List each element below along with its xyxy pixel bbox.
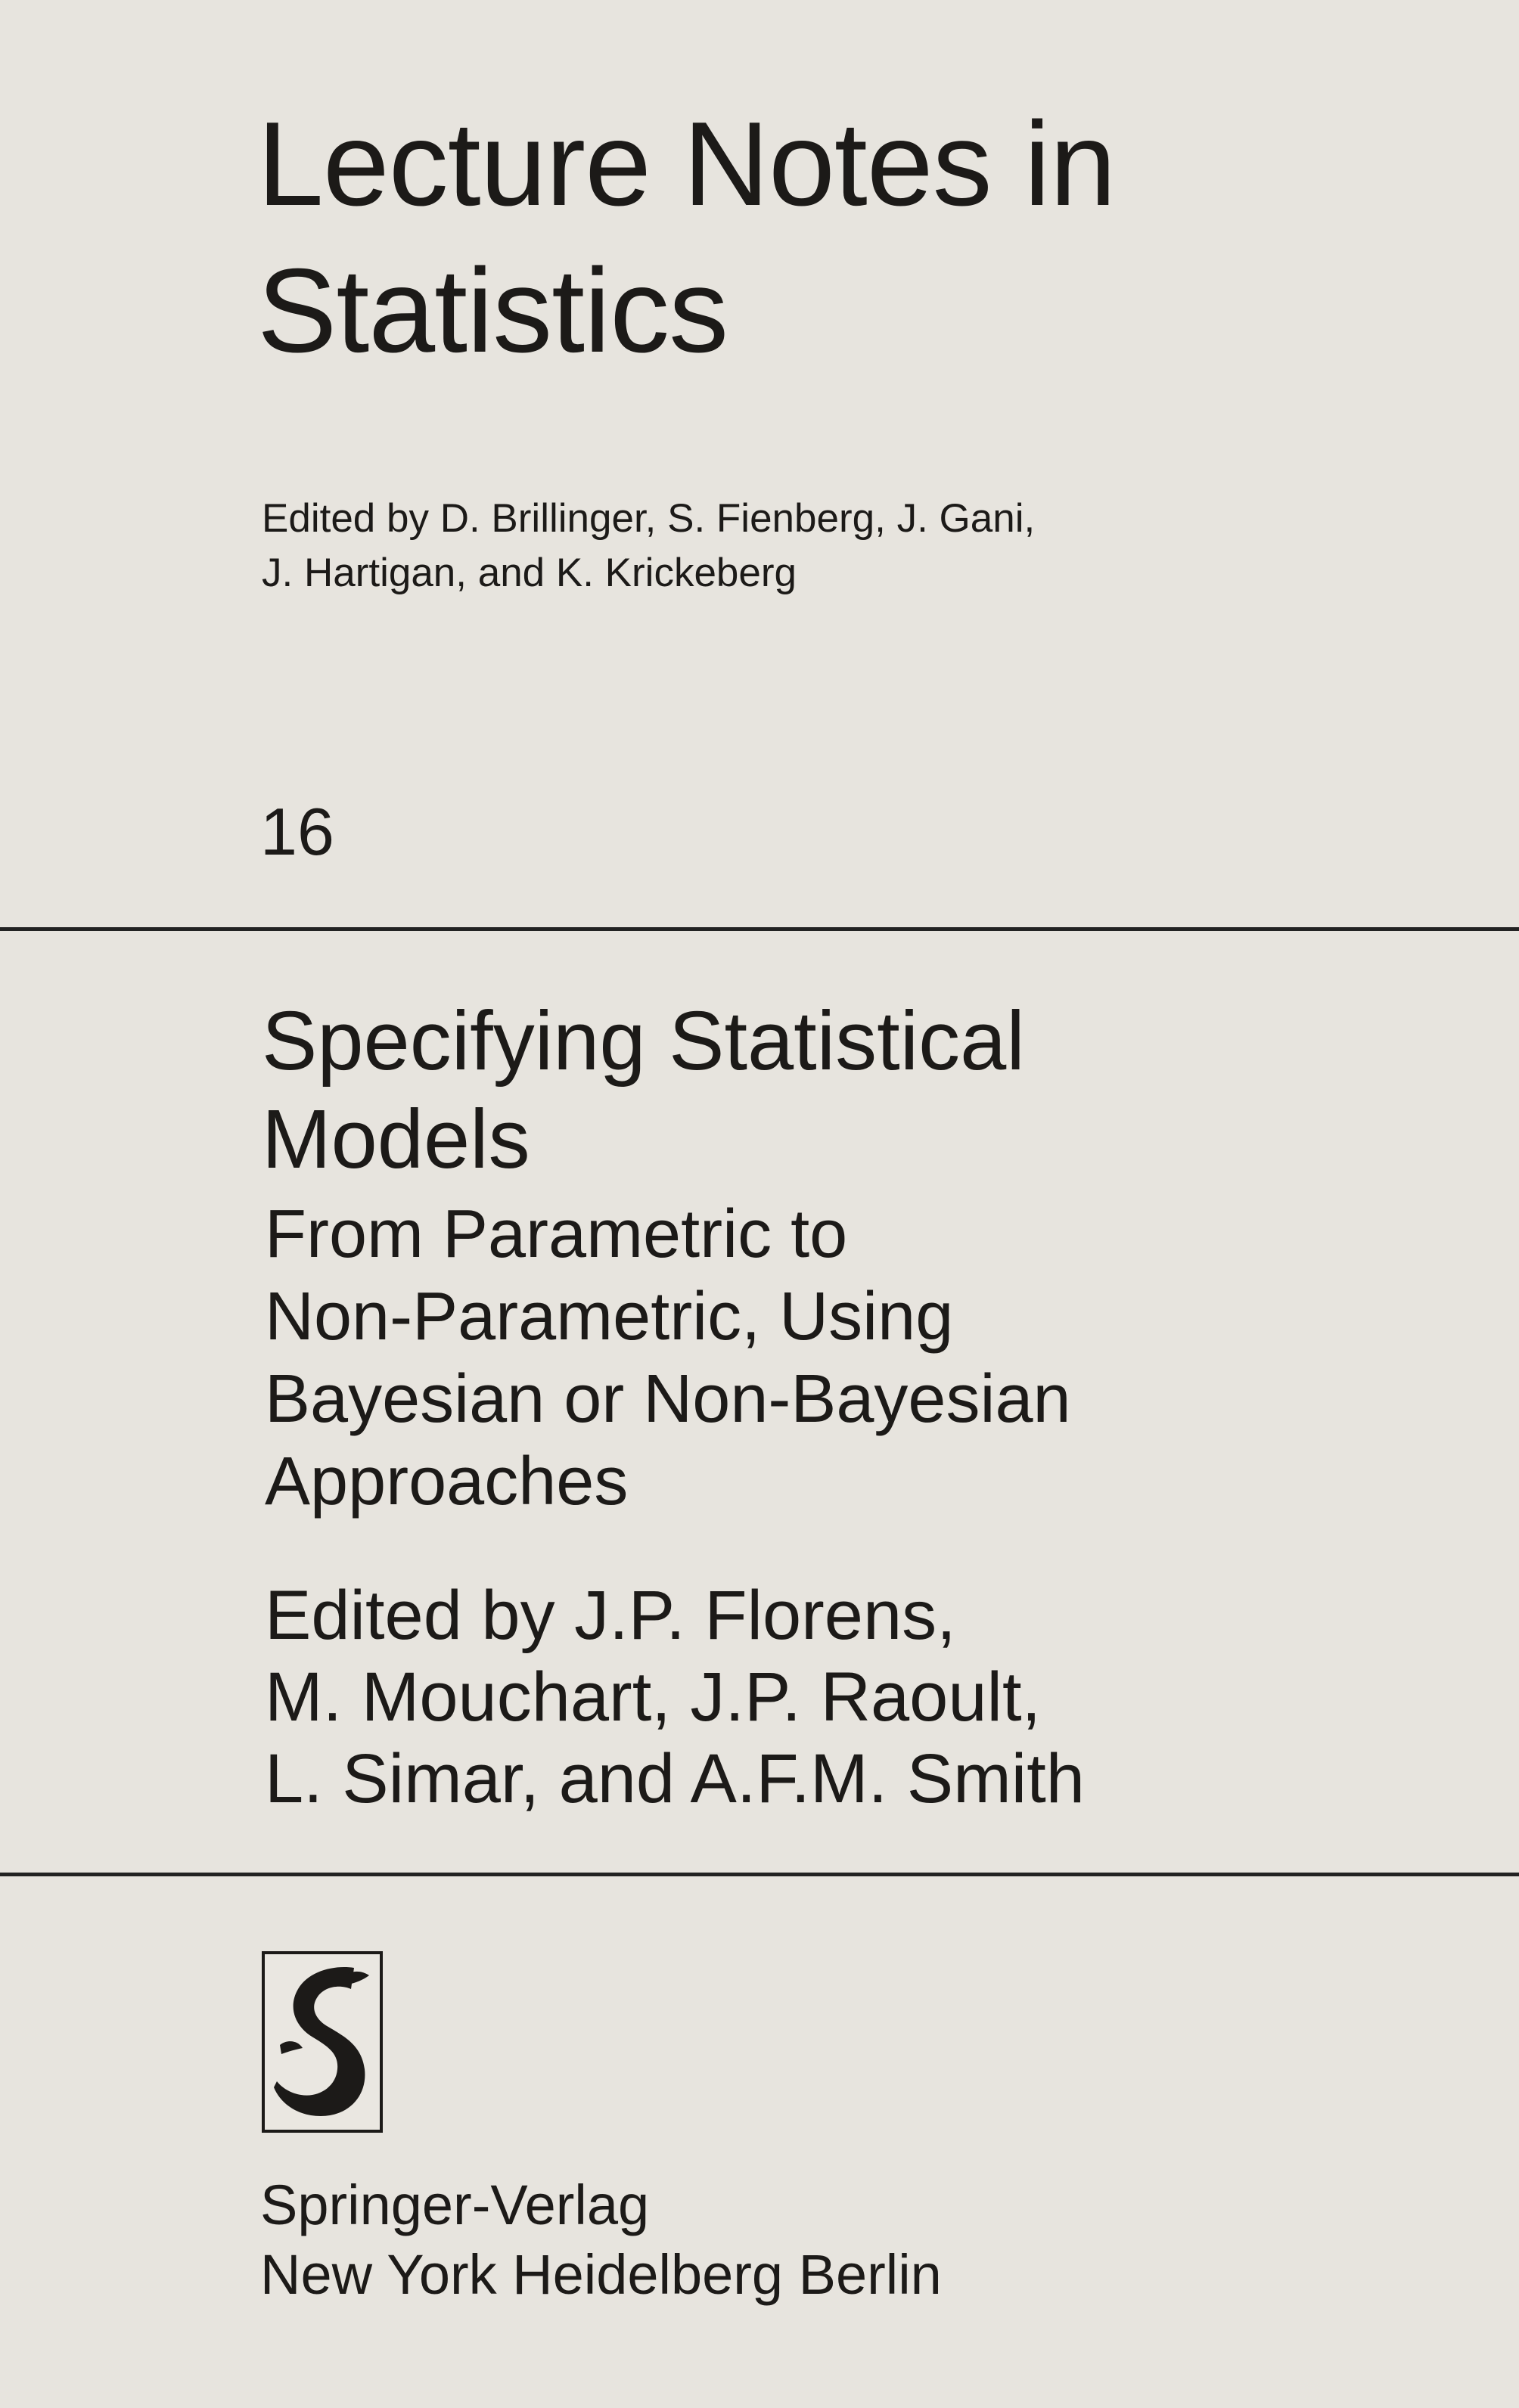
book-title-line-2: Models	[262, 1093, 530, 1186]
publisher-cities: New York Heidelberg Berlin	[260, 2243, 942, 2306]
top-divider	[0, 927, 1519, 931]
book-editors-line-3: L. Simar, and A.F.M. Smith	[265, 1740, 1085, 1817]
book-editors	[265, 1575, 1085, 1820]
book-subtitle-line-1: From Parametric to	[265, 1196, 848, 1272]
series-title-line-1: Lecture Notes in	[257, 98, 1116, 231]
book-editors-line-2: M. Mouchart, J.P. Raoult,	[265, 1659, 1042, 1736]
bottom-divider	[0, 1873, 1519, 1876]
springer-knight-logo-icon	[262, 1951, 383, 2133]
book-subtitle	[265, 1193, 1071, 1523]
book-title-line-1: Specifying Statistical	[262, 995, 1025, 1088]
book-subtitle-line-4: Approaches	[265, 1444, 629, 1519]
book-subtitle-line-3: Bayesian or Non-Bayesian	[265, 1361, 1071, 1437]
publisher-name: Springer-Verlag	[260, 2174, 650, 2236]
book-subtitle-line-2: Non-Parametric, Using	[265, 1279, 954, 1354]
volume-number: 16	[260, 794, 334, 869]
series-title-line-2: Statistics	[257, 244, 728, 377]
publisher-imprint	[260, 2171, 942, 2310]
series-editors	[262, 492, 1035, 600]
book-title	[262, 992, 1025, 1189]
book-editors-line-1: Edited by J.P. Florens,	[265, 1577, 956, 1654]
series-editors-line-2: J. Hartigan, and K. Krickeberg	[262, 551, 797, 595]
series-editors-line-1: Edited by D. Brillinger, S. Fienberg, J. Gani,	[262, 496, 1036, 541]
series-title	[257, 91, 1116, 384]
